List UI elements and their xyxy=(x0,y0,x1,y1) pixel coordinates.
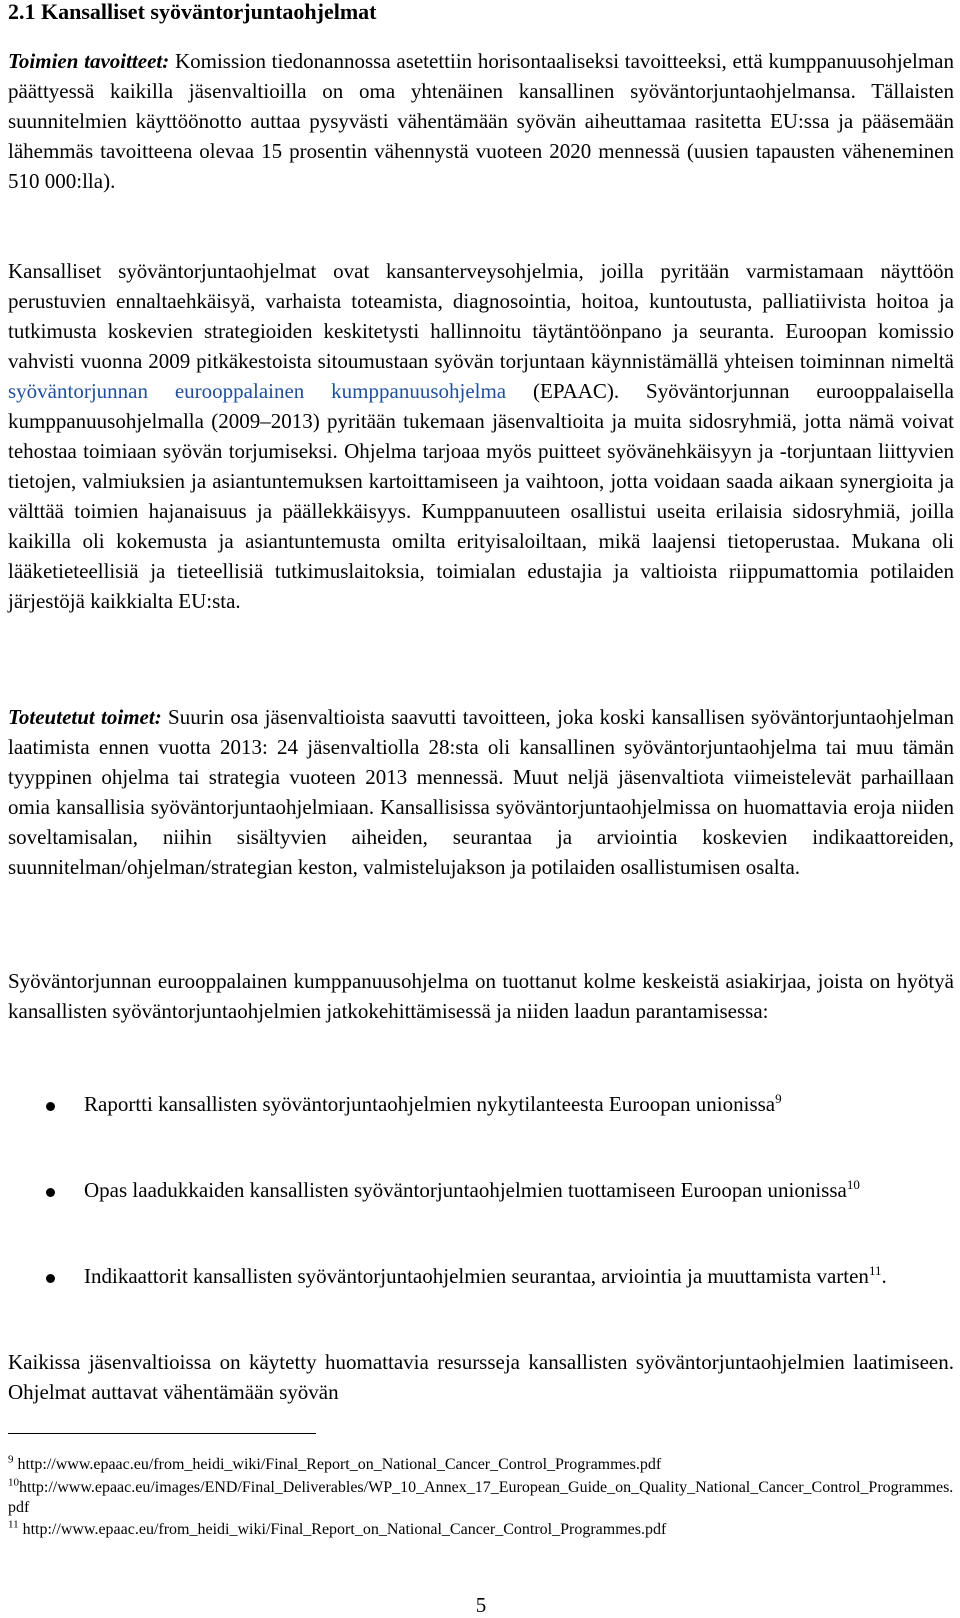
bullet-text: Opas laadukkaiden kansallisten syöväntorjuntaohjelmien tuottamiseen Euroopan unionissa xyxy=(84,1178,847,1202)
footnote-ref[interactable]: 9 xyxy=(775,1091,782,1106)
objectives-label: Toimien tavoitteet: xyxy=(8,49,170,73)
epaac-link[interactable]: syöväntorjunnan eurooppalainen kumppanuusohjelma xyxy=(8,379,507,403)
paragraph-national-programmes xyxy=(8,256,954,616)
paragraph-key-documents: Syöväntorjunnan eurooppalainen kumppanuusohjelma on tuottanut kolme keskeistä asiakirjaa, joista on hyötyä kansallisten syöväntorjuntaohjelmien jatkokehittämisessä ja niiden laadun parantamisessa: xyxy=(8,969,954,1023)
bullet-tail: . xyxy=(881,1264,887,1288)
bullet-dot-icon xyxy=(46,1102,55,1111)
footnote-number: 9 xyxy=(8,1453,14,1466)
footnote-number: 11 xyxy=(8,1518,19,1531)
paragraph-actions-taken xyxy=(8,702,954,882)
page-number: 5 xyxy=(475,1593,487,1617)
footnote-url[interactable]: http://www.epaac.eu/from_heidi_wiki/Final_Report_on_National_Cancer_Control_Programmes.pdf xyxy=(18,1521,667,1538)
footnote-url[interactable]: http://www.epaac.eu/from_heidi_wiki/Final_Report_on_National_Cancer_Control_Programmes.pdf xyxy=(13,1456,662,1473)
programmes-text-start: Kansalliset syöväntorjuntaohjelmat ovat kansanterveysohjelmia, joilla pyritään varmistamaan näyttöön perustuvien ennaltaehkäisyä, varhaista toteamista, diagnosointia, hoitoa, kuntoutusta, palliatiivista hoitoa ja tutkimusta koskevien strategioiden keskitetysti hallinnoitu täytäntöönpano ja seuranta. Euroopan komissio vahvisti vuonna 2009 pitkäkestoista sitoumustaan syövän torjuntaan käynnistämällä yhteisen toiminnan nimeltä xyxy=(8,259,954,373)
actions-label: Toteutetut toimet: xyxy=(8,705,162,729)
bullet-text: Raportti kansallisten syöväntorjuntaohjelmien nykytilanteesta Euroopan unionissa xyxy=(84,1092,776,1116)
bullet-dot-icon xyxy=(46,1274,55,1283)
programmes-text-end: (EPAAC). Syöväntorjunnan eurooppalaisella kumppanuusohjelmalla (2009–2013) pyritään tukemaan jäsenvaltioita ja muita sidosryhmiä, jotta nämä voivat tehostaa toimiaan syövän torjumiseksi. Ohjelma tarjoaa myös puitteet syövänehkäisyyn ja -torjuntaan liittyvien tietojen, valmiuksien ja asiantuntemuksen kartoittamiseen ja vaihtoon, jotta voidaan saada aikaan synergioita ja välttää toimien hajanaisuus ja päällekkäisyys. Kumppanuuteen osallistui useita erilaisia sidosryhmiä, joilla kaikilla oli kokemusta ja asiantuntemusta omilta erityisaloiltaan, mikä laajensi tietoperustaa. Mukana oli lääketieteellisiä ja tieteellisiä tutkimuslaitoksia, toimialan edustajia ja valtioista riippumattomia potilaiden järjestöjä kaikkialta EU:sta. xyxy=(8,379,954,613)
bullet-dot-icon xyxy=(46,1188,55,1197)
footnote-ref[interactable]: 10 xyxy=(846,1177,860,1192)
footnote-item xyxy=(8,1455,954,1475)
bullet-text: Indikaattorit kansallisten syöväntorjuntaohjelmien seurantaa, arviointia ja muuttamista varten xyxy=(84,1264,869,1288)
footnote-url[interactable]: http://www.epaac.eu/images/END/Final_Deliverables/WP_10_Annex_17_European_Guide_on_Quality_National_Cancer_Control_Programmes.pdf xyxy=(8,1479,954,1516)
footnote-divider xyxy=(8,1433,316,1434)
footnote-item xyxy=(8,1520,954,1540)
actions-text: Suurin osa jäsenvaltioista saavutti tavoitteen, joka koski kansallisen syöväntorjuntaohjelman laatimista ennen vuotta 2013: 24 jäsenvaltiolla 28:sta oli kansallinen syöväntorjuntaohjelma tai muu tämän tyyppinen ohjelma tai strategia vuoteen 2013 mennessä. Muut neljä jäsenvaltiota viimeistelevät parhaillaan omia kansallisia syöväntorjuntaohjelmiaan. Kansallisissa syöväntorjuntaohjelmissa on huomattavia eroja niiden soveltamisalan, niihin sisältyvien aiheiden, seurantaa ja arviointia koskevien indikaattoreiden, suunnitelman/ohjelman/strategian keston, valmistelujakson ja potilaiden osallistumisen osalta. xyxy=(8,705,955,879)
paragraph-objectives xyxy=(8,46,954,196)
footnote-number: 10 xyxy=(8,1476,19,1489)
footnote-item xyxy=(8,1478,954,1518)
paragraph-resources: Kaikissa jäsenvaltioissa on käytetty huomattavia resursseja kansallisten syöväntorjuntaohjelmien laatimiseen. Ohjelmat auttavat vähentämään syövän xyxy=(8,1350,954,1404)
footnote-ref[interactable]: 11 xyxy=(868,1263,882,1278)
objectives-text: Komission tiedonannossa asetettiin horisontaaliseksi tavoitteeksi, että kumppanuusohjelman päättyessä kaikilla jäsenvaltioilla on oma yhtenäinen kansallinen syöväntorjuntaohjelmansa. Tällaisten suunnitelmien käyttöönotto auttaa pysyvästi vähentämään syövän aiheuttamaa rasitetta EU:ssa ja pääsemään lähemmäs tavoitteena olevaa 15 prosentin vähennystä vuoteen 2020 mennessä (uusien tapausten väheneminen 510 000:lla). xyxy=(8,49,954,193)
section-heading: 2.1 Kansalliset syöväntorjuntaohjelmat xyxy=(8,0,377,24)
